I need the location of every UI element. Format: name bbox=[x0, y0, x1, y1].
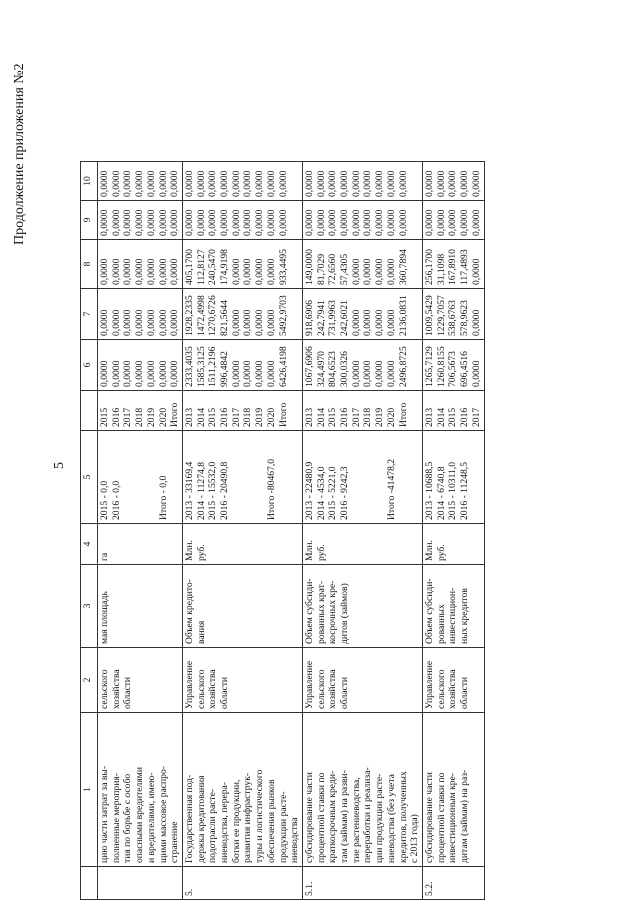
total-values-value: 0,0000 bbox=[265, 360, 277, 387]
plan-values-value bbox=[254, 434, 266, 520]
col8-values-value: 81,7029 bbox=[315, 253, 327, 285]
measure-name: субсидирование части процентной ставки по инвестиционным кре- дитам (займам) на раз- bbox=[422, 713, 484, 867]
col10-values-value: 0,0000 bbox=[157, 170, 169, 197]
col9-values-value: 0,0000 bbox=[339, 209, 351, 236]
plan-values-value: 2014 - 6740,8 bbox=[435, 466, 447, 520]
indicator-name: Объем субсиди- рованных крат- косрочных кре- дитов (займов) bbox=[302, 565, 422, 648]
col9-values-value: 0,0000 bbox=[110, 209, 122, 236]
col10-values-value: 0,0000 bbox=[350, 170, 362, 197]
total-values-value: 2333,4035 bbox=[183, 346, 195, 387]
col9-values-value: 0,0000 bbox=[350, 209, 362, 236]
col8-values-value: 149,0000 bbox=[303, 249, 315, 285]
col8-values-value: 0,0000 bbox=[169, 258, 181, 285]
year-list-value: 2016 bbox=[219, 407, 231, 427]
unit: Млн. руб. bbox=[182, 524, 302, 565]
total-values-value: 6426,4198 bbox=[277, 346, 289, 387]
program-table bbox=[80, 161, 485, 900]
plan-values-value: 2016 - 20490,8 bbox=[219, 461, 231, 520]
col9-values-value: 0,0000 bbox=[230, 209, 242, 236]
col10-values-value: 0,0000 bbox=[374, 170, 386, 197]
year-list-value: Итого bbox=[397, 402, 409, 427]
col7-values-value: 1270,6726 bbox=[207, 295, 219, 336]
col8-values-value: 0,0000 bbox=[374, 258, 386, 285]
col10-values bbox=[98, 162, 183, 201]
indicator-name: Объем субсиди- рованных инвестицион- ных кредитов bbox=[422, 565, 484, 648]
col8-values-value: 0,0000 bbox=[157, 258, 169, 285]
plan-values-value bbox=[362, 434, 374, 520]
year-list-value: 2013 bbox=[303, 407, 315, 427]
col8-values bbox=[302, 240, 422, 289]
plan-values-value bbox=[231, 434, 243, 520]
year-list bbox=[302, 391, 422, 431]
year-list-value: 2016 bbox=[339, 407, 351, 427]
plan-values-value: 2016 - 0,0 bbox=[110, 480, 122, 520]
year-list-value: 2017 bbox=[470, 407, 482, 427]
col7-values-value: 0,0000 bbox=[122, 309, 134, 336]
col8-values bbox=[98, 240, 183, 289]
col9-values-value: 0,0000 bbox=[423, 209, 435, 236]
total-values-value: 0,0000 bbox=[134, 360, 146, 387]
col9-values bbox=[98, 201, 183, 240]
total-values-value: 1511,2196 bbox=[207, 346, 219, 387]
col7-values bbox=[302, 289, 422, 340]
year-list-value: 2014 bbox=[195, 407, 207, 427]
col7-values-value: 242,6021 bbox=[339, 300, 351, 336]
col10-values-value: 0,0000 bbox=[277, 170, 289, 197]
plan-values-value bbox=[242, 434, 254, 520]
table-body bbox=[98, 162, 485, 900]
year-list bbox=[98, 391, 183, 431]
plan-values-value: 2015 - 10311,0 bbox=[447, 461, 459, 520]
col8-values-value: 0,0000 bbox=[110, 258, 122, 285]
row-number bbox=[98, 867, 183, 900]
col7-values-value: 538,6763 bbox=[447, 300, 459, 336]
year-list-value: Итого bbox=[169, 402, 181, 427]
total-values bbox=[98, 340, 183, 391]
col7-values bbox=[422, 289, 484, 340]
year-list-value: 2017 bbox=[350, 407, 362, 427]
col9-values-value: 0,0000 bbox=[122, 209, 134, 236]
year-list-value: 2019 bbox=[254, 407, 266, 427]
indicator-name: Объем кредито- вания bbox=[182, 565, 302, 648]
plan-values-value: 2013 - 10688,5 bbox=[423, 461, 435, 520]
total-values-value: 2496,8725 bbox=[397, 346, 409, 387]
col8-values-value: 0,0000 bbox=[362, 258, 374, 285]
col7-values-value: 0,0000 bbox=[110, 309, 122, 336]
year-list-value: 2013 bbox=[423, 407, 435, 427]
executor: Управление сельского хозяйства области bbox=[302, 648, 422, 713]
total-values-value: 996,4842 bbox=[219, 351, 231, 387]
col10-values-value: 0,0000 bbox=[195, 170, 207, 197]
total-values-value: 0,0000 bbox=[350, 360, 362, 387]
plan-values-value bbox=[122, 434, 134, 520]
col8-values-value: 405,1700 bbox=[183, 249, 195, 285]
year-list-value: 2014 bbox=[315, 407, 327, 427]
total-values-value: 0,0000 bbox=[169, 360, 181, 387]
col-header-9: 9 bbox=[81, 201, 98, 240]
col10-values-value: 0,0000 bbox=[183, 170, 195, 197]
col7-values-value: 0,0000 bbox=[362, 309, 374, 336]
year-list-value: 2015 bbox=[327, 407, 339, 427]
col10-values-value: 0,0000 bbox=[327, 170, 339, 197]
col9-values-value: 0,0000 bbox=[447, 209, 459, 236]
col7-values-value: 0,0000 bbox=[230, 309, 242, 336]
col9-values-value: 0,0000 bbox=[385, 209, 397, 236]
col9-values bbox=[422, 201, 484, 240]
col10-values-value: 0,0000 bbox=[219, 170, 231, 197]
total-values-value: 0,0000 bbox=[385, 360, 397, 387]
col7-values-value: 1928,2335 bbox=[183, 295, 195, 336]
col7-values-value: 0,0000 bbox=[99, 309, 110, 336]
col10-values-value: 0,0000 bbox=[303, 170, 315, 197]
col8-values-value: 0,0000 bbox=[134, 258, 146, 285]
col8-values bbox=[422, 240, 484, 289]
col7-values-value: 1472,4998 bbox=[195, 295, 207, 336]
col9-values-value: 0,0000 bbox=[134, 209, 146, 236]
year-list-value: 2020 bbox=[265, 407, 277, 427]
col9-values bbox=[302, 201, 422, 240]
col9-values-value: 0,0000 bbox=[374, 209, 386, 236]
row-number: 5.1. bbox=[302, 867, 422, 900]
total-values-value: 1265,7129 bbox=[423, 346, 435, 387]
year-list-value: 2016 bbox=[110, 407, 122, 427]
col7-values-value: 2136,0831 bbox=[397, 295, 409, 336]
total-values-value: 0,0000 bbox=[110, 360, 122, 387]
total-values-value: 1067,6906 bbox=[303, 346, 315, 387]
plan-values-value: 2016 - 9242,3 bbox=[339, 466, 351, 520]
year-list-value: 2016 bbox=[459, 407, 471, 427]
total-values-value: 1260,8155 bbox=[435, 346, 447, 387]
col7-values-value: 242,7941 bbox=[315, 300, 327, 336]
total-values-value: 0,0000 bbox=[99, 360, 110, 387]
total-values-value: 324,4970 bbox=[315, 351, 327, 387]
col7-values-value: 0,0000 bbox=[374, 309, 386, 336]
plan-values-value: 2013 - 33169,4 bbox=[183, 461, 195, 520]
col8-values-value: 0,0000 bbox=[470, 258, 482, 285]
year-list-value: 2017 bbox=[122, 407, 134, 427]
col10-values-value: 0,0000 bbox=[265, 170, 277, 197]
total-values-value: 696,4516 bbox=[459, 351, 471, 387]
total-values-value: 300,0326 bbox=[339, 351, 351, 387]
col9-values-value: 0,0000 bbox=[207, 209, 219, 236]
col-header-6: 6 bbox=[81, 340, 98, 391]
year-list bbox=[182, 391, 302, 431]
table-row bbox=[182, 162, 302, 900]
col10-values-value: 0,0000 bbox=[470, 170, 482, 197]
col8-values-value: 57,4305 bbox=[339, 253, 351, 285]
plan-values bbox=[302, 431, 422, 524]
total-values-value: 0,0000 bbox=[230, 360, 242, 387]
total-values-value: 0,0000 bbox=[157, 360, 169, 387]
col9-values-value: 0,0000 bbox=[315, 209, 327, 236]
col-header-8: 8 bbox=[81, 240, 98, 289]
col7-values-value: 0,0000 bbox=[385, 309, 397, 336]
col9-values-value: 0,0000 bbox=[242, 209, 254, 236]
col10-values-value: 0,0000 bbox=[230, 170, 242, 197]
page-number: 5 bbox=[52, 462, 67, 469]
col9-values-value: 0,0000 bbox=[169, 209, 181, 236]
plan-values-value: Итого - 0,0 bbox=[157, 475, 169, 520]
col8-values-value: 0,0000 bbox=[254, 258, 266, 285]
col9-values-value: 0,0000 bbox=[277, 209, 289, 236]
col8-values-value: 117,4893 bbox=[459, 249, 471, 285]
unit: га bbox=[98, 524, 183, 565]
col8-values-value: 174,9198 bbox=[219, 249, 231, 285]
table-row bbox=[98, 162, 183, 900]
col10-values-value: 0,0000 bbox=[315, 170, 327, 197]
col10-values-value: 0,0000 bbox=[169, 170, 181, 197]
col7-values-value: 0,0000 bbox=[470, 309, 482, 336]
year-list-value: 2018 bbox=[242, 407, 254, 427]
year-list-value: 2013 bbox=[183, 407, 195, 427]
plan-values-value: 2015 - 0,0 bbox=[99, 480, 110, 520]
column-number-row bbox=[81, 162, 98, 900]
col8-values-value: 0,0000 bbox=[385, 258, 397, 285]
col8-values-value: 112,8127 bbox=[195, 249, 207, 285]
col-header-3: 3 bbox=[81, 565, 98, 648]
col7-values-value: 578,9623 bbox=[459, 300, 471, 336]
total-values-value: 0,0000 bbox=[362, 360, 374, 387]
total-values-value: 0,0000 bbox=[470, 360, 482, 387]
plan-values-value bbox=[351, 434, 363, 520]
year-list-value: 2015 bbox=[207, 407, 219, 427]
col8-values-value: 0,0000 bbox=[350, 258, 362, 285]
total-values-value: 0,0000 bbox=[122, 360, 134, 387]
year-list-value: 2015 bbox=[99, 407, 110, 427]
col8-values-value: 933,4495 bbox=[277, 249, 289, 285]
col8-values-value: 0,0000 bbox=[99, 258, 110, 285]
col9-values-value: 0,0000 bbox=[327, 209, 339, 236]
col7-values-value: 821,5644 bbox=[219, 300, 231, 336]
indicator-name: мая площадь bbox=[98, 565, 183, 648]
col-header-1-spacer bbox=[81, 867, 98, 900]
plan-values-value: 2015 - 15532,0 bbox=[207, 461, 219, 520]
col-header-10: 10 bbox=[81, 162, 98, 201]
col8-values-value: 240,5470 bbox=[207, 249, 219, 285]
total-values bbox=[302, 340, 422, 391]
col7-values-value: 0,0000 bbox=[254, 309, 266, 336]
col7-values bbox=[98, 289, 183, 340]
plan-values-value bbox=[374, 434, 386, 520]
col10-values-value: 0,0000 bbox=[435, 170, 447, 197]
row-number: 5.2. bbox=[422, 867, 484, 900]
plan-values bbox=[182, 431, 302, 524]
plan-values-value bbox=[134, 434, 146, 520]
col-header-7: 7 bbox=[81, 289, 98, 340]
measure-name: Государственная под- держка кредитования подотрасли расте- ниеводства, перера- ботки ее продукции, развития инфраструк- туры и логистического обеспечения рынков продукции расте- ниеводства bbox=[182, 713, 302, 867]
col9-values-value: 0,0000 bbox=[470, 209, 482, 236]
col9-values-value: 0,0000 bbox=[183, 209, 195, 236]
col9-values-value: 0,0000 bbox=[265, 209, 277, 236]
plan-values-value: 2013 - 22480,9 bbox=[303, 461, 315, 520]
total-values-value: 1585,3125 bbox=[195, 346, 207, 387]
plan-values-value: Итого -41478,2 bbox=[385, 458, 397, 520]
col9-values-value: 0,0000 bbox=[459, 209, 471, 236]
unit: Млн. руб. bbox=[422, 524, 484, 565]
plan-values-value: 2015 - 5221,0 bbox=[327, 466, 339, 520]
year-list-value: Итого bbox=[277, 402, 289, 427]
col10-values-value: 0,0000 bbox=[99, 170, 110, 197]
col10-values-value: 0,0000 bbox=[145, 170, 157, 197]
col8-values-value: 72,6560 bbox=[327, 253, 339, 285]
total-values-value: 804,6523 bbox=[327, 351, 339, 387]
col8-values-value: 0,0000 bbox=[230, 258, 242, 285]
col7-values-value: 0,0000 bbox=[242, 309, 254, 336]
measure-name: субсидирование части процентной ставки по краткосрочным креди- там (займам) на разви- тие растениеводства, переработки и реализа- ции продукции расте- ниеводства (без учета кредитов, полученных с 2013 года) bbox=[302, 713, 422, 867]
total-values-value: 0,0000 bbox=[145, 360, 157, 387]
total-values-value: 0,0000 bbox=[374, 360, 386, 387]
col7-values-value: 5492,9703 bbox=[277, 295, 289, 336]
year-list-value: 2020 bbox=[157, 407, 169, 427]
col10-values-value: 0,0000 bbox=[423, 170, 435, 197]
row-number: 5. bbox=[182, 867, 302, 900]
plan-values-value bbox=[146, 434, 158, 520]
col-header-2: 2 bbox=[81, 648, 98, 713]
year-list bbox=[422, 391, 484, 431]
total-values bbox=[182, 340, 302, 391]
col7-values-value: 0,0000 bbox=[134, 309, 146, 336]
col9-values-value: 0,0000 bbox=[303, 209, 315, 236]
year-list-value: 2014 bbox=[435, 407, 447, 427]
col10-values bbox=[182, 162, 302, 201]
col-header-4: 4 bbox=[81, 524, 98, 565]
col9-values-value: 0,0000 bbox=[99, 209, 110, 236]
plan-values-value: 2014 - 11274,8 bbox=[195, 461, 207, 520]
table-row bbox=[302, 162, 422, 900]
plan-values-value: Итого -80467,0 bbox=[265, 458, 277, 520]
col10-values bbox=[422, 162, 484, 201]
col9-values-value: 0,0000 bbox=[397, 209, 409, 236]
col10-values-value: 0,0000 bbox=[110, 170, 122, 197]
col10-values-value: 0,0000 bbox=[447, 170, 459, 197]
executor: Управление сельского хозяйства области bbox=[422, 648, 484, 713]
total-values bbox=[422, 340, 484, 391]
col9-values-value: 0,0000 bbox=[195, 209, 207, 236]
year-list-value: 2019 bbox=[145, 407, 157, 427]
col10-values-value: 0,0000 bbox=[397, 170, 409, 197]
col7-values-value: 0,0000 bbox=[145, 309, 157, 336]
col7-values-value: 918,6906 bbox=[303, 300, 315, 336]
col10-values-value: 0,0000 bbox=[362, 170, 374, 197]
col10-values bbox=[302, 162, 422, 201]
col-header-1: 1 bbox=[81, 713, 98, 867]
year-list-value: 2018 bbox=[134, 407, 146, 427]
col-header-year bbox=[81, 391, 98, 431]
col8-values-value: 360,7894 bbox=[397, 249, 409, 285]
col10-values-value: 0,0000 bbox=[339, 170, 351, 197]
col8-values-value: 0,0000 bbox=[265, 258, 277, 285]
year-list-value: 2017 bbox=[230, 407, 242, 427]
year-list-value: 2018 bbox=[362, 407, 374, 427]
col8-values-value: 256,1700 bbox=[423, 249, 435, 285]
total-values-value: 706,5673 bbox=[447, 351, 459, 387]
col10-values-value: 0,0000 bbox=[459, 170, 471, 197]
col7-values-value: 1229,7057 bbox=[435, 295, 447, 336]
total-values-value: 0,0000 bbox=[254, 360, 266, 387]
total-values-value: 0,0000 bbox=[242, 360, 254, 387]
executor: сельского хозяйства области bbox=[98, 648, 183, 713]
col7-values-value: 731,9963 bbox=[327, 300, 339, 336]
col8-values-value: 167,8910 bbox=[447, 249, 459, 285]
col9-values bbox=[182, 201, 302, 240]
col7-values-value: 0,0000 bbox=[265, 309, 277, 336]
col8-values-value: 31,1098 bbox=[435, 253, 447, 285]
unit: Млн. руб. bbox=[302, 524, 422, 565]
year-list-value: 2015 bbox=[447, 407, 459, 427]
col-header-5: 5 bbox=[81, 431, 98, 524]
col9-values-value: 0,0000 bbox=[254, 209, 266, 236]
plan-values-value: 2016 - 11248,5 bbox=[459, 461, 471, 520]
continuation-header: Продолжение приложения №2 bbox=[12, 63, 27, 245]
col8-values-value: 0,0000 bbox=[145, 258, 157, 285]
col9-values-value: 0,0000 bbox=[145, 209, 157, 236]
col10-values-value: 0,0000 bbox=[385, 170, 397, 197]
year-list-value: 2019 bbox=[374, 407, 386, 427]
plan-values bbox=[98, 431, 183, 524]
year-list-value: 2020 bbox=[385, 407, 397, 427]
col7-values-value: 0,0000 bbox=[350, 309, 362, 336]
col7-values-value: 1009,5429 bbox=[423, 295, 435, 336]
col7-values-value: 0,0000 bbox=[157, 309, 169, 336]
executor: Управление сельского хозяйства области bbox=[182, 648, 302, 713]
col10-values-value: 0,0000 bbox=[254, 170, 266, 197]
plan-values bbox=[422, 431, 484, 524]
col9-values-value: 0,0000 bbox=[219, 209, 231, 236]
col9-values-value: 0,0000 bbox=[362, 209, 374, 236]
col8-values bbox=[182, 240, 302, 289]
table-row bbox=[422, 162, 484, 900]
col8-values-value: 0,0000 bbox=[122, 258, 134, 285]
col10-values-value: 0,0000 bbox=[134, 170, 146, 197]
col9-values-value: 0,0000 bbox=[157, 209, 169, 236]
col7-values bbox=[182, 289, 302, 340]
plan-values-value: 2014 - 4534,0 bbox=[315, 466, 327, 520]
col8-values-value: 0,0000 bbox=[242, 258, 254, 285]
col9-values-value: 0,0000 bbox=[435, 209, 447, 236]
col10-values-value: 0,0000 bbox=[122, 170, 134, 197]
col10-values-value: 0,0000 bbox=[242, 170, 254, 197]
col7-values-value: 0,0000 bbox=[169, 309, 181, 336]
measure-name: цию части затрат за вы- полненные мероприя- тия по борьбе с особо опасными вредителями и вредителями, имею- щими массовое распро- странение bbox=[98, 713, 183, 867]
col10-values-value: 0,0000 bbox=[207, 170, 219, 197]
